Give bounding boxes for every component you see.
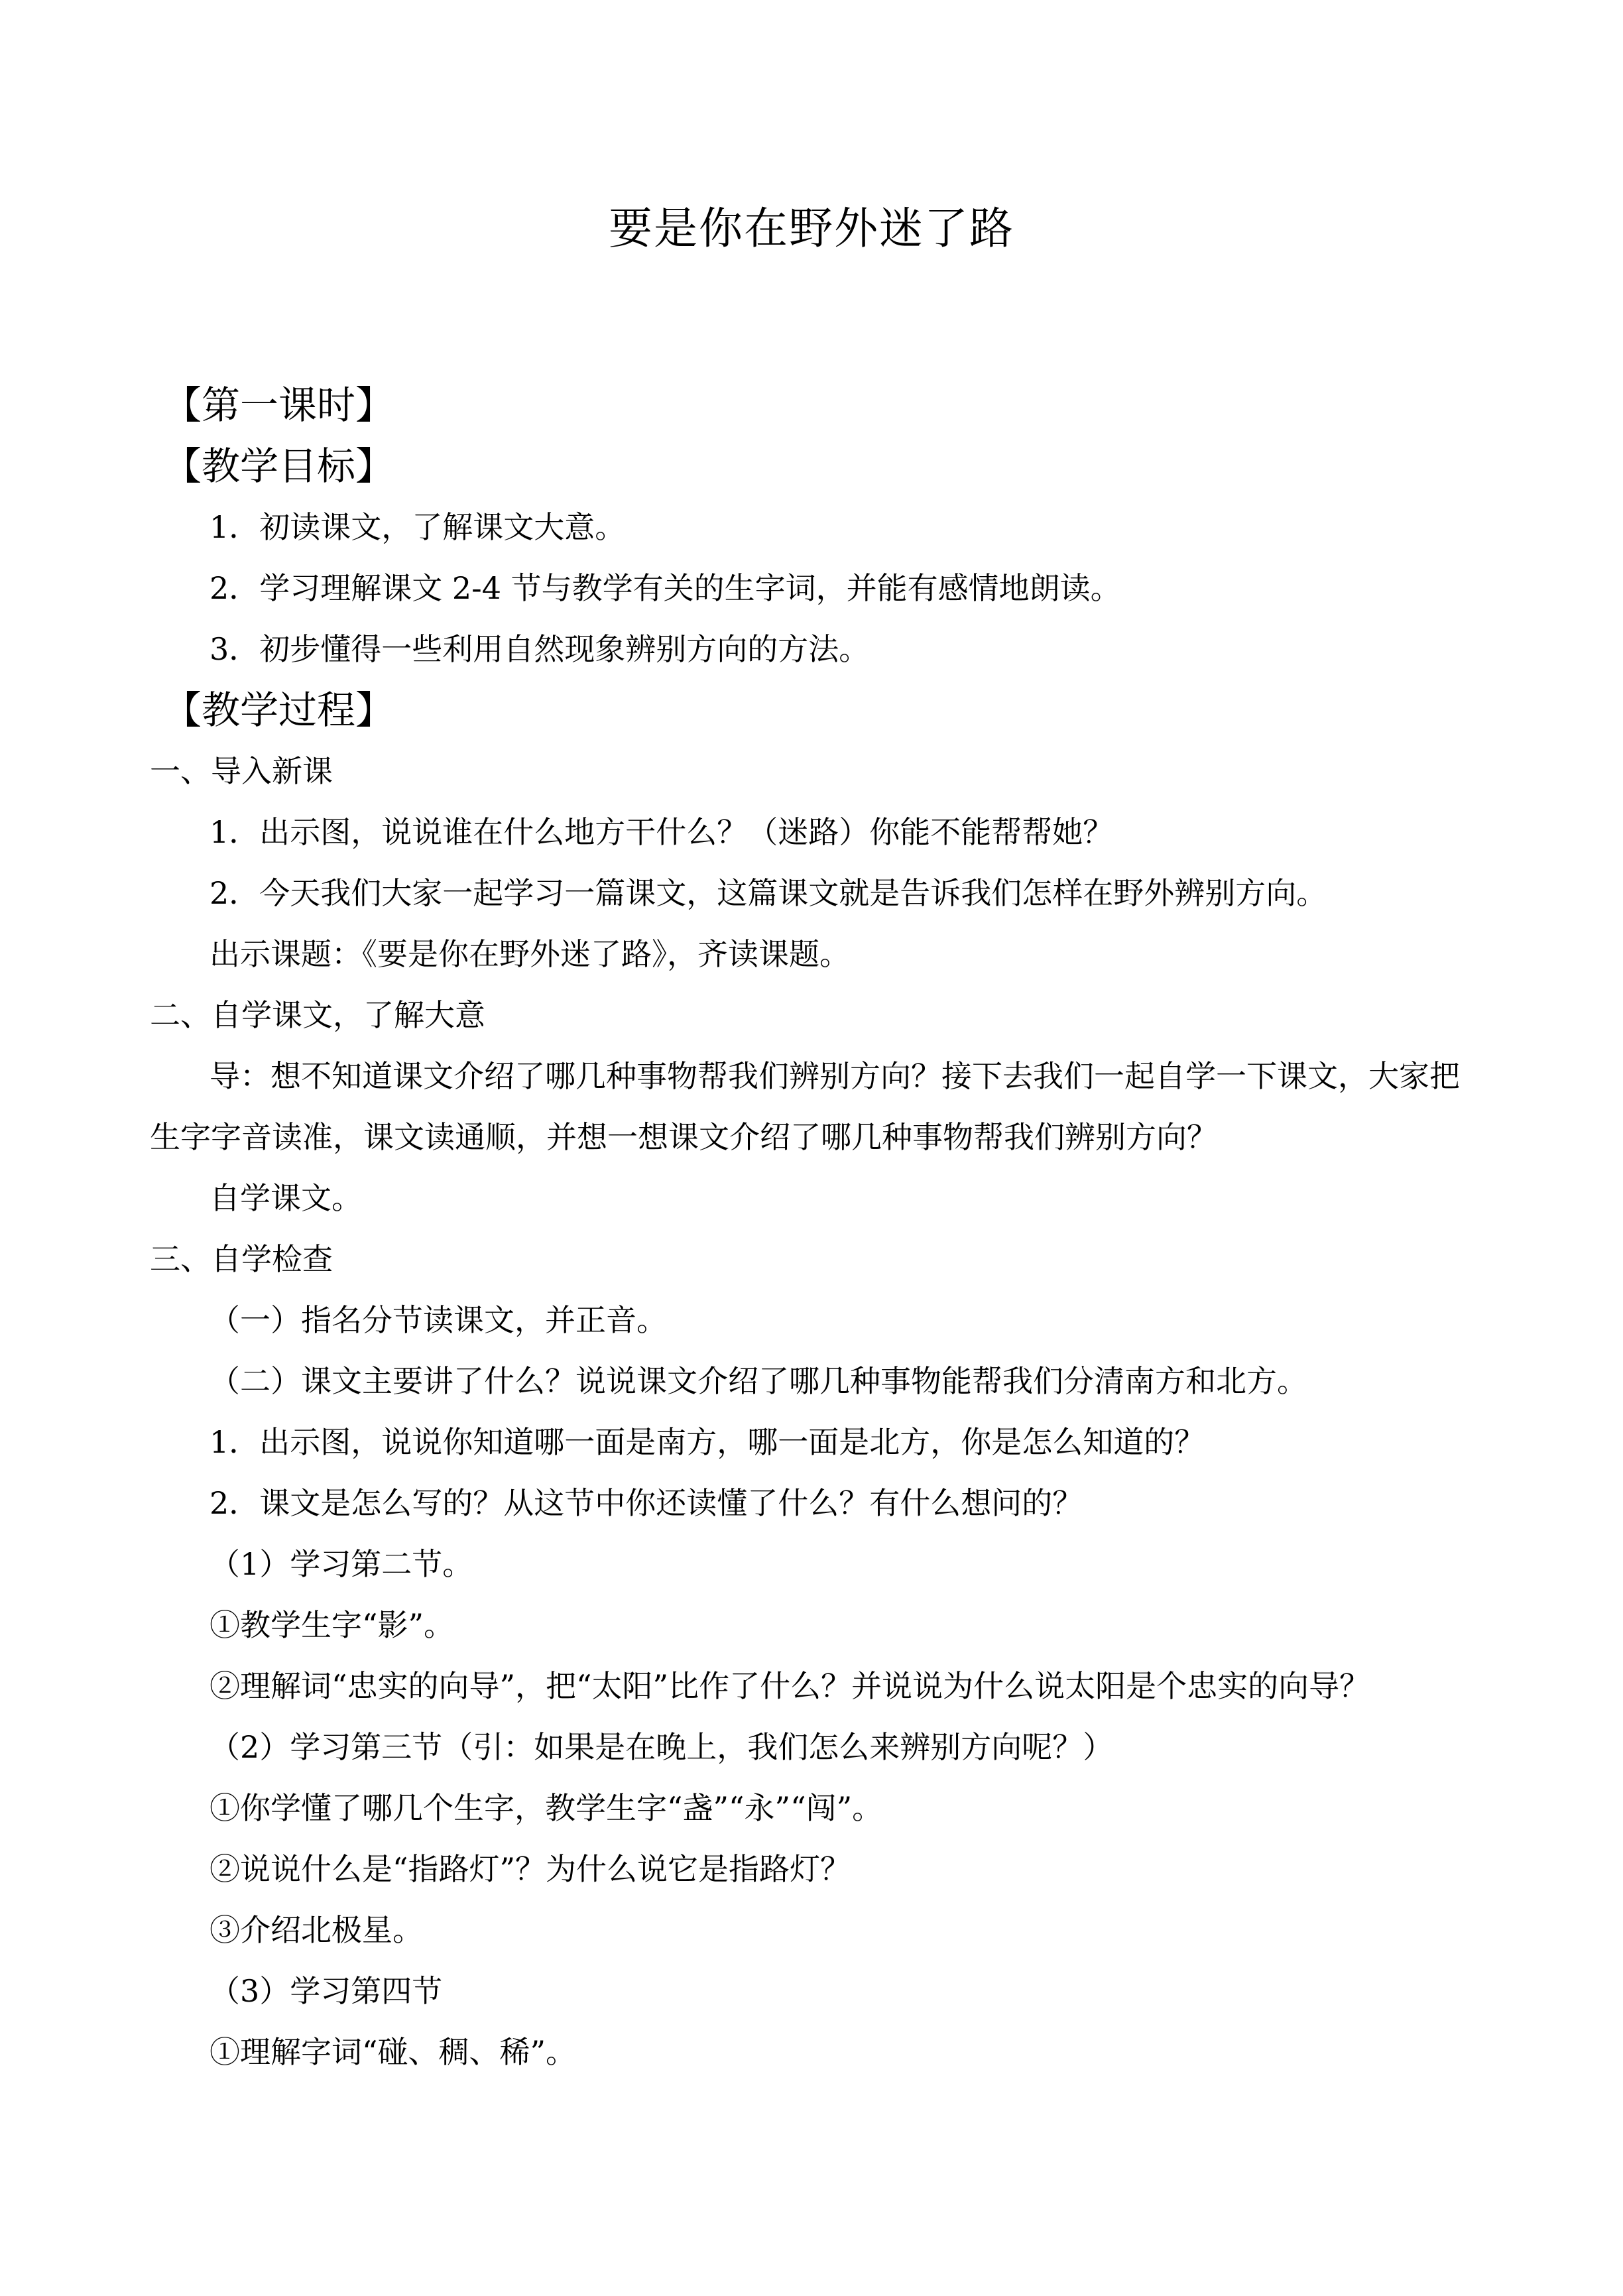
section-line: ②说说什么是“指路灯”？为什么说它是指路灯？	[210, 1851, 851, 1887]
goal-item: 3．初步懂得一些利用自然现象辨别方向的方法。	[210, 631, 870, 667]
section-line: ①教学生字“影”。	[210, 1607, 455, 1643]
section-line: （2）学习第三节（引：如果是在晚上，我们怎么来辨别方向呢？）	[210, 1729, 1114, 1765]
section-line: 2．今天我们大家一起学习一篇课文，这篇课文就是告诉我们怎样在野外辨别方向。	[210, 875, 1327, 911]
section-line: （3）学习第四节	[210, 1973, 443, 2009]
section-line: 出示课题：《要是你在野外迷了路》，齐读课题。	[210, 936, 850, 972]
section-line: （二）课文主要讲了什么？说说课文介绍了哪几种事物能帮我们分清南方和北方。	[210, 1363, 1307, 1399]
section-title: 二、自学课文，了解大意	[150, 997, 485, 1033]
section-line: 2．课文是怎么写的？从这节中你还读懂了什么？有什么想问的？	[210, 1485, 1083, 1521]
process-heading: 【教学过程】	[163, 688, 394, 733]
section-line: ①理解字词“碰、稠、稀”。	[210, 2034, 577, 2070]
goal-item: 2．学习理解课文 2-4 节与教学有关的生字词，并能有感情地朗读。	[210, 570, 1121, 606]
section-line: ③介绍北极星。	[210, 1912, 423, 1948]
document-body	[150, 375, 1489, 2083]
section-line: 1．出示图，说说谁在什么地方干什么？（迷路）你能不能帮帮她？	[210, 814, 1114, 850]
section-line: 自学课文。	[210, 1180, 362, 1216]
section-title: 一、导入新课	[150, 753, 333, 789]
section-line: 1．出示图，说说你知道哪一面是南方，哪一面是北方，你是怎么知道的？	[210, 1424, 1205, 1460]
section-line: ①你学懂了哪几个生字，教学生字“盏”“永”“闯”。	[210, 1790, 883, 1826]
section-line: （一）指名分节读课文，并正音。	[210, 1302, 667, 1338]
section-line: ②理解词“忠实的向导”，把“太阳”比作了什么？并说说为什么说太阳是个忠实的向导？	[210, 1668, 1370, 1704]
lesson-heading: 【第一课时】	[163, 383, 394, 428]
page-title: 要是你在野外迷了路	[609, 203, 1014, 254]
section-title: 三、自学检查	[150, 1241, 333, 1277]
section-line: （1）学习第二节。	[210, 1546, 473, 1582]
section-paragraph: 导：想不知道课文介绍了哪几种事物帮我们辨别方向？接下去我们一起自学一下课文，大家把生字字音读准，课文读通顺，并想一想课文介绍了哪几种事物帮我们辨别方向？	[150, 1058, 1460, 1155]
goal-item: 1．初读课文，了解课文大意。	[210, 509, 626, 545]
goals-heading: 【教学目标】	[163, 444, 394, 489]
